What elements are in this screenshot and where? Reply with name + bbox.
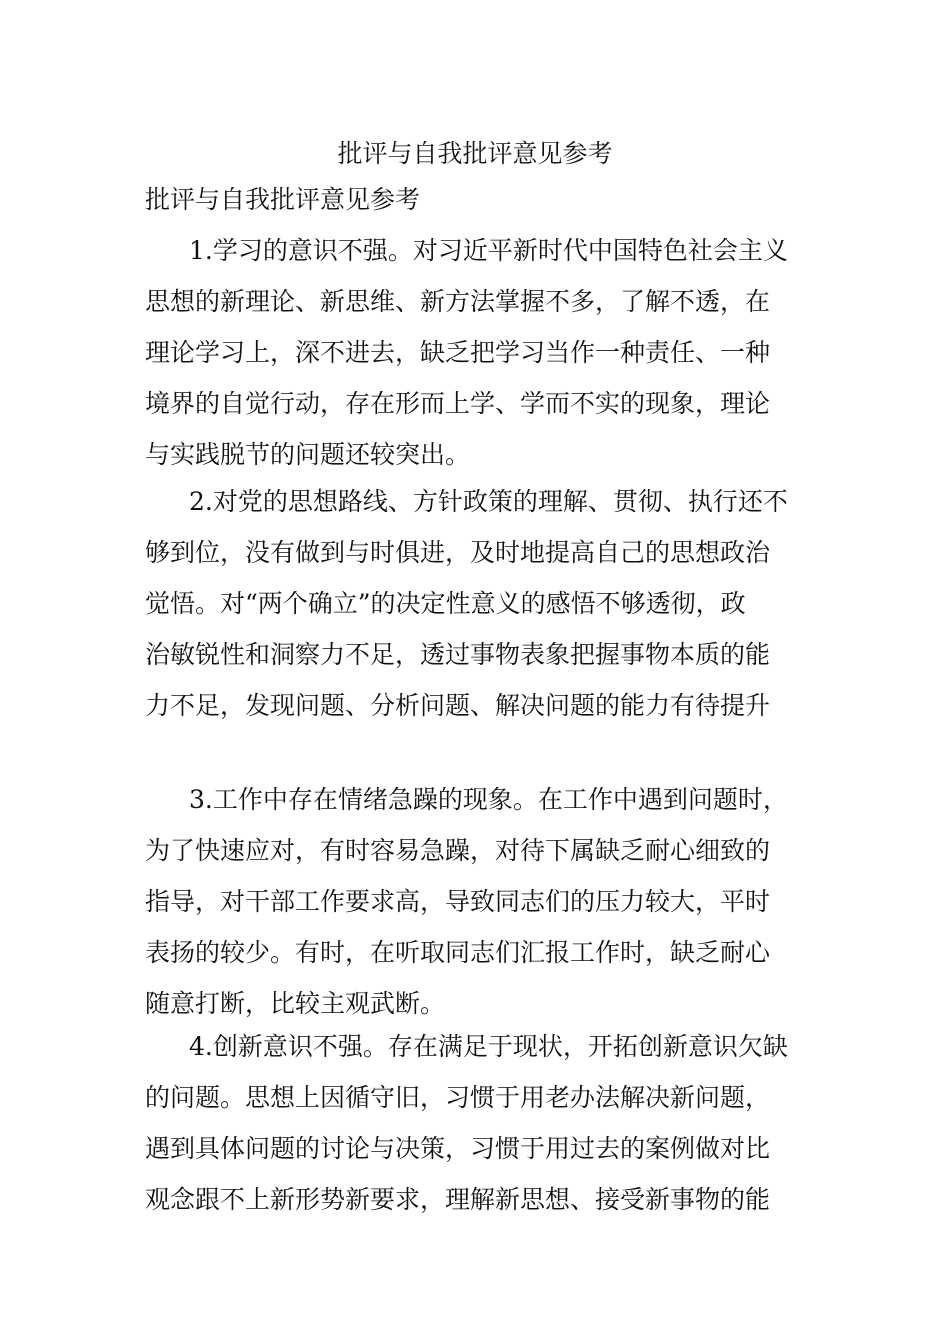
paragraph-line: 指导，对干部工作要求高，导致同志们的压力较大，平时 bbox=[145, 887, 771, 916]
paragraph-line: 表扬的较少。有时，在听取同志们汇报工作时，缺乏耐心 bbox=[145, 938, 771, 967]
paragraph-line: 与实践脱节的问题还较突出。 bbox=[145, 440, 471, 469]
paragraph-line: 力不足，发现问题、分析问题、解决问题的能力有待提升 bbox=[145, 691, 771, 720]
document-title: 批评与自我批评意见参考 bbox=[337, 139, 613, 168]
paragraph-line: 随意打断，比较主观武断。 bbox=[145, 989, 446, 1018]
paragraph-line: 观念跟不上新形势新要求，理解新思想、接受新事物的能 bbox=[145, 1185, 771, 1214]
paragraph-line: 的问题。思想上因循守旧，习惯于用老办法解决新问题， bbox=[145, 1083, 771, 1112]
paragraph-1 bbox=[145, 225, 805, 480]
document-subtitle: 批评与自我批评意见参考 bbox=[145, 185, 421, 214]
paragraph-line: 2.对党的思想路线、方针政策的理解、贯彻、执行还不 bbox=[189, 487, 788, 516]
paragraph-line: 1.学习的意识不强。对习近平新时代中国特色社会主义 bbox=[189, 236, 788, 265]
paragraph-4 bbox=[145, 1021, 805, 1225]
paragraph-line: 为了快速应对，有时容易急躁，对待下属缺乏耐心细致的 bbox=[145, 836, 771, 865]
paragraph-line: 4.创新意识不强。存在满足于现状，开拓创新意识欠缺 bbox=[189, 1032, 788, 1061]
paragraph-line: 境界的自觉行动，存在形而上学、学而不实的现象，理论 bbox=[145, 389, 771, 418]
paragraph-line: 觉悟。对“两个确立”的决定性意义的感悟不够透彻，政 bbox=[145, 589, 746, 618]
paragraph-line: 3.工作中存在情绪急躁的现象。在工作中遇到问题时， bbox=[189, 785, 788, 814]
paragraph-line: 够到位，没有做到与时俱进，及时地提高自己的思想政治 bbox=[145, 538, 771, 567]
paragraph-line: 遇到具体问题的讨论与决策，习惯于用过去的案例做对比 bbox=[145, 1134, 771, 1163]
paragraph-line: 思想的新理论、新思维、新方法掌握不多，了解不透，在 bbox=[145, 287, 771, 316]
paragraph-line: 理论学习上，深不进去，缺乏把学习当作一种责任、一种 bbox=[145, 338, 771, 367]
paragraph-2 bbox=[145, 476, 805, 731]
paragraph-line: 治敏锐性和洞察力不足，透过事物表象把握事物本质的能 bbox=[145, 640, 771, 669]
paragraph-3 bbox=[145, 774, 805, 1029]
